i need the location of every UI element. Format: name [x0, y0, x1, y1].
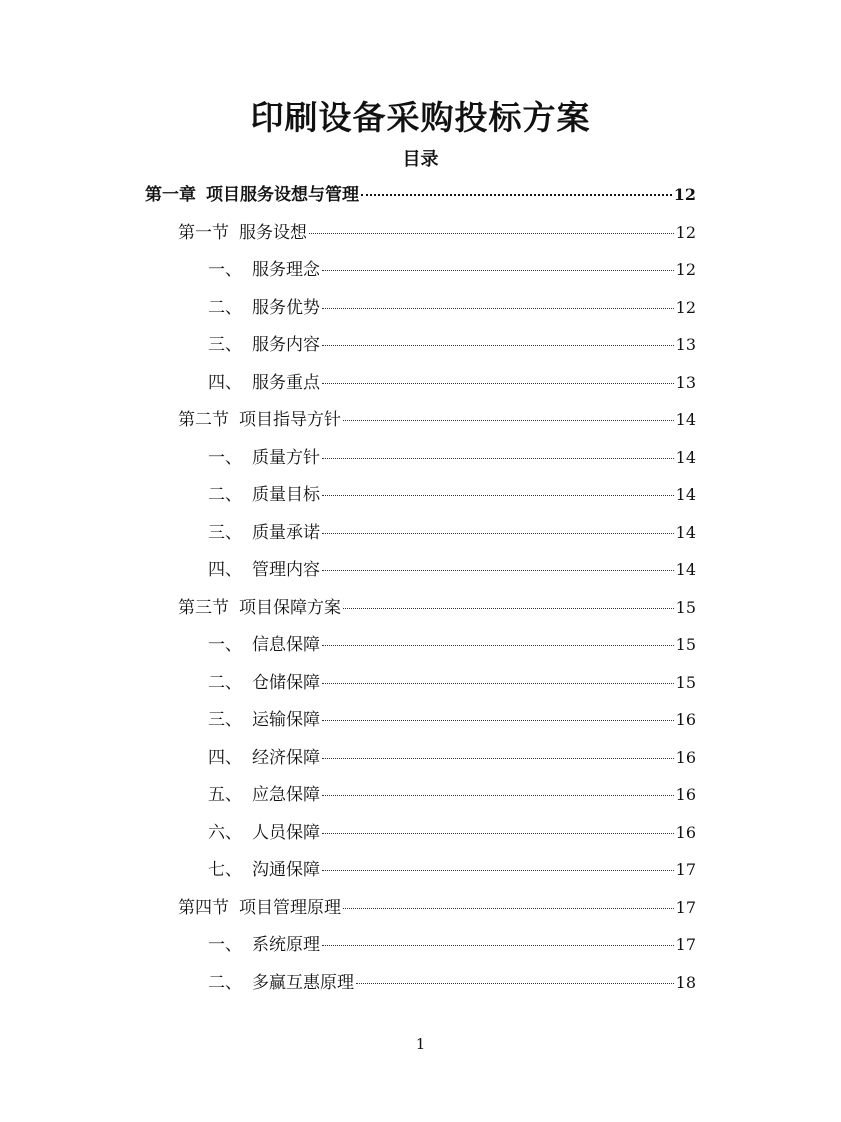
toc-entry-page: 13 [675, 335, 696, 354]
toc-leader-dots [322, 382, 674, 384]
toc-entry-number: 三、 [208, 522, 242, 543]
toc-leader-dots [322, 757, 674, 759]
toc-entry-label [145, 180, 359, 205]
toc-entry-title: 项目服务设想与管理 [206, 185, 359, 205]
toc-entry-page: 14 [675, 447, 696, 467]
toc-entry-title: 人员保障 [252, 822, 320, 843]
toc-entry-title: 项目保障方案 [239, 597, 341, 618]
toc-leader-dots [356, 982, 674, 984]
toc-entry-page: 17 [675, 935, 696, 954]
toc-entry-title: 项目指导方针 [239, 410, 341, 430]
page-number: 1 [415, 1035, 426, 1053]
toc-entry-title: 服务理念 [252, 260, 320, 280]
toc-entry-page: 12 [675, 222, 696, 242]
toc-entry[interactable] [178, 405, 696, 435]
toc-leader-dots [361, 193, 672, 196]
toc-entry-label [208, 743, 320, 768]
toc-leader-dots [322, 532, 674, 534]
toc-entry-label [208, 855, 320, 880]
toc-entry[interactable] [208, 855, 696, 885]
toc-leader-dots [322, 682, 674, 684]
toc-entry-title: 信息保障 [252, 635, 320, 655]
toc-entry-title: 经济保障 [252, 747, 320, 768]
toc-entry-label [208, 368, 320, 393]
toc-entry-title: 运输保障 [252, 710, 320, 730]
toc-entry-number: 第四节 [178, 897, 229, 918]
toc-entry-page: 12 [675, 297, 696, 317]
toc-entry-label [208, 443, 320, 468]
toc-leader-dots [322, 494, 674, 496]
document-title: 印刷设备采购投标方案 [250, 98, 591, 137]
toc-entry-title: 仓储保障 [252, 672, 320, 693]
toc-entry-label [178, 893, 341, 918]
toc-entry-number: 第一章 [145, 185, 196, 205]
toc-entry-number: 四、 [208, 372, 242, 393]
toc-entry[interactable] [208, 330, 696, 360]
toc-entry[interactable] [208, 930, 696, 960]
toc-entry-page: 16 [675, 710, 696, 729]
toc-entry[interactable] [208, 368, 696, 398]
toc-entry[interactable] [178, 593, 696, 623]
toc-leader-dots [343, 607, 674, 609]
toc-leader-dots [322, 869, 674, 871]
toc-entry[interactable] [208, 443, 696, 473]
toc-entry-page: 12 [675, 260, 696, 279]
toc-entry-label [208, 480, 320, 505]
toc-entry[interactable] [208, 293, 696, 323]
toc-entry-number: 第二节 [178, 410, 229, 430]
toc-leader-dots [322, 307, 674, 309]
toc-entry-title: 服务重点 [252, 372, 320, 393]
toc-leader-dots [322, 457, 674, 459]
toc-entry-number: 三、 [208, 335, 242, 355]
toc-leader-dots [343, 419, 674, 421]
toc-leader-dots [309, 232, 674, 234]
toc-entry[interactable] [208, 818, 696, 848]
toc-entry-title: 质量承诺 [252, 522, 320, 543]
toc-entry-number: 第三节 [178, 597, 229, 618]
toc-entry-title: 沟通保障 [252, 860, 320, 880]
toc-leader-dots [322, 944, 674, 946]
toc-entry-number: 四、 [208, 747, 242, 768]
toc-entry-label [208, 255, 320, 280]
toc-entry-number: 四、 [208, 560, 242, 580]
toc-leader-dots [322, 569, 674, 571]
toc-heading: 目录 [402, 149, 439, 170]
toc-entry[interactable] [208, 968, 696, 998]
toc-entry-number: 一、 [208, 447, 242, 468]
toc-entry-label [208, 930, 320, 955]
toc-entry-title: 多赢互惠原理 [252, 972, 354, 993]
toc-leader-dots [343, 907, 674, 909]
toc-entry-page: 15 [675, 672, 696, 692]
toc-entry-page: 16 [675, 822, 696, 842]
toc-entry-number: 二、 [208, 672, 242, 693]
toc-entry-page: 12 [673, 185, 696, 204]
toc-entry-label [208, 818, 320, 843]
toc-entry-number: 二、 [208, 297, 242, 318]
toc-leader-dots [322, 832, 674, 834]
toc-entry-title: 服务内容 [252, 335, 320, 355]
toc-entry[interactable] [208, 780, 696, 810]
toc-entry[interactable] [208, 668, 696, 698]
toc-entry-title: 管理内容 [252, 560, 320, 580]
toc-entry-title: 应急保障 [252, 785, 320, 805]
toc-entry-page: 15 [675, 597, 696, 617]
toc-entry[interactable] [208, 518, 696, 548]
toc-entry-page: 17 [675, 897, 696, 917]
toc-entry-number: 三、 [208, 710, 242, 730]
toc-entry-title: 质量方针 [252, 447, 320, 468]
toc-leader-dots [322, 269, 674, 271]
toc-entry-title: 项目管理原理 [239, 897, 341, 918]
toc-entry-page: 13 [675, 372, 696, 392]
toc-entry-page: 15 [675, 635, 696, 654]
toc-entry[interactable] [208, 555, 696, 585]
toc-leader-dots [322, 794, 674, 796]
toc-entry[interactable] [178, 893, 696, 923]
toc-entry[interactable] [178, 218, 696, 248]
toc-entry-number: 五、 [208, 785, 242, 805]
toc-entry-label [208, 330, 320, 355]
toc-entry-label [208, 293, 320, 318]
toc-leader-dots [322, 644, 674, 646]
toc-entry-title: 服务优势 [252, 297, 320, 318]
toc-entry-number: 一、 [208, 935, 242, 955]
toc-entry-page: 16 [675, 785, 696, 804]
toc-entry[interactable] [208, 480, 696, 510]
toc-entry-number: 一、 [208, 635, 242, 655]
toc-entry-label [208, 555, 320, 580]
toc-entry-title: 服务设想 [239, 222, 307, 243]
toc-entry-page: 14 [675, 485, 696, 504]
toc-entry-number: 第一节 [178, 222, 229, 243]
toc-leader-dots [322, 719, 674, 721]
toc-entry-page: 14 [675, 522, 696, 542]
toc-entry-label [178, 593, 341, 618]
toc-entry-number: 二、 [208, 485, 242, 505]
toc-entry[interactable] [208, 743, 696, 773]
toc-entry-number: 一、 [208, 260, 242, 280]
toc-entry-page: 14 [675, 560, 696, 579]
toc-entry-title: 质量目标 [252, 485, 320, 505]
toc-entry-label [208, 630, 320, 655]
toc-entry-number: 二、 [208, 972, 242, 993]
toc-entry-number: 六、 [208, 822, 242, 843]
toc-entry-label [178, 218, 307, 243]
toc-entry[interactable] [145, 180, 696, 210]
toc-entry-label [208, 705, 320, 730]
toc-entry[interactable] [208, 255, 696, 285]
toc-entry-label [178, 405, 341, 430]
toc-entry-title: 系统原理 [252, 935, 320, 955]
toc-entry-number: 七、 [208, 860, 242, 880]
toc-entry[interactable] [208, 630, 696, 660]
toc-leader-dots [322, 344, 674, 346]
toc-entry-label [208, 668, 320, 693]
toc-entry-label [208, 518, 320, 543]
toc-entry-page: 17 [675, 860, 696, 879]
toc-entry-label [208, 968, 354, 993]
toc-entry-page: 18 [675, 972, 696, 992]
toc-entry[interactable] [208, 705, 696, 735]
toc-entry-page: 14 [675, 410, 696, 429]
toc-entry-label [208, 780, 320, 805]
toc-entry-page: 16 [675, 747, 696, 767]
